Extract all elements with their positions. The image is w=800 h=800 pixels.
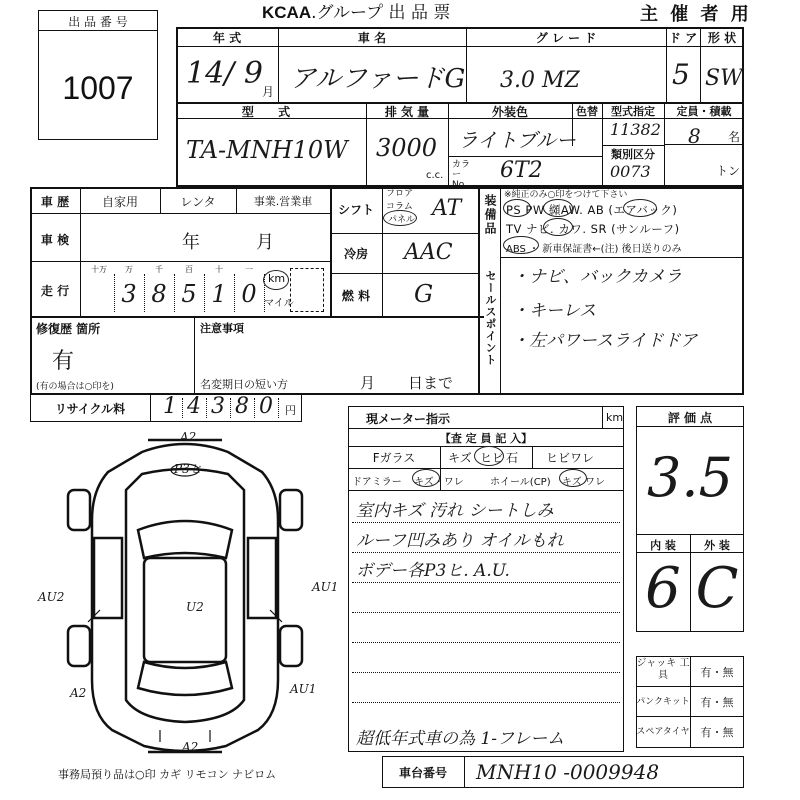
class-label: 類別区分 (611, 148, 655, 161)
displacement-label: 排 気 量 (384, 105, 430, 119)
lot-number-label: 出 品 番 号 (68, 15, 128, 29)
shift-label: シフト (337, 203, 374, 217)
equipment-row-1: PS PW 纐AW. AB (エアバック) (506, 203, 678, 217)
ac-value: AAC (404, 240, 453, 265)
color-code-value: 6T2 (500, 158, 543, 183)
color-change-label: 色替 (576, 105, 598, 118)
inspection-remark: ボデー各P3ヒ. A.U. (356, 561, 510, 581)
recycle-digit: 8 (235, 394, 249, 419)
mileage-digit: 3 (121, 280, 137, 308)
glass-label: Fガラス (372, 451, 416, 465)
displacement-value: 3000 (376, 134, 438, 162)
mileage-unit: 十万 (91, 265, 107, 274)
inspection-month-unit: 月 (256, 232, 274, 253)
mileage-digit: 0 (241, 280, 257, 308)
model-value: TA-MNH10W (186, 136, 348, 164)
damage-mark: U2 (186, 600, 204, 614)
form-title (262, 0, 450, 23)
recycle-digit: 4 (187, 394, 201, 419)
sales-point: ・左パワースライドドア (512, 331, 698, 351)
equipment-row-3: ABS ・ 新車保証書←(注) 後日送りのみ (506, 244, 682, 255)
interior-label: 内 装 (650, 539, 676, 552)
use-business: 事業.営業車 (253, 195, 313, 208)
exterior-score: C (695, 556, 739, 621)
jack-value: 有・無 (700, 666, 734, 679)
capacity-label: 定員・積載 (676, 105, 732, 118)
form-title-text: .グループ 出 品 票 (311, 3, 451, 23)
puncture-kit-label: パンクキット (636, 697, 690, 707)
deadline-label: 名変期日の短い方 (200, 378, 288, 391)
inspector-label: 【査 定 員 記 入】 (439, 432, 533, 445)
shift-panel-circle (383, 210, 417, 226)
mileage-digit: 5 (181, 280, 197, 308)
equipment-note: ※純正のみ○印をつけて下さい (504, 190, 628, 200)
jack-label: ジャッキ 工 具 (636, 658, 690, 681)
sales-points-label: セールスポイント (484, 270, 497, 366)
mileage-digit: 8 (151, 280, 167, 308)
deadline-month-unit: 月 (360, 374, 376, 392)
exterior-color-label: 外装色 (491, 105, 528, 119)
repair-value: 有 (52, 349, 75, 374)
mile-label: マイル (264, 298, 294, 309)
use-rental: レンタ (180, 195, 216, 209)
capacity-unit: 名 (728, 130, 741, 144)
wheel-options: キズ ワレ (562, 477, 605, 488)
chassis-value: MNH10 -0009948 (476, 760, 660, 784)
exterior-color-value: ライトブルー (458, 128, 576, 152)
damage-mark: AU1 (312, 580, 339, 594)
org-name: KCAA (262, 3, 312, 22)
damage-mark: P3ヒ (174, 462, 202, 476)
damage-mark: AU1 (290, 682, 317, 696)
keys-note: 事務局預り品は○印 カギ リモコン ナビロム (58, 768, 277, 781)
mirror-options: キズ・ワレ (414, 477, 464, 488)
notes-label: 注意事項 (200, 322, 244, 335)
recycle-digit: 3 (211, 394, 225, 419)
glass-option: ヒビワレ (546, 451, 595, 465)
damage-mark: AU2 (38, 590, 65, 604)
spare-tire-label: スペアタイヤ (636, 727, 690, 737)
repair-label: 修復歴 箇所 (36, 322, 101, 336)
mileage-unit: 千 (155, 265, 163, 274)
sales-point: ・キーレス (512, 301, 597, 321)
shift-column: コラム (386, 202, 413, 212)
month-unit: 月 (262, 85, 275, 99)
damage-mark: A2 (182, 740, 199, 754)
recycle-digit: 1 (163, 394, 177, 419)
car-name-value: アルファードG (290, 64, 466, 94)
body-shape-value: SW (705, 66, 743, 91)
lot-number: 1007 (62, 70, 134, 106)
glass-option: キズ (448, 451, 472, 465)
shift-floor: フロア (386, 189, 414, 199)
model-label: 型 式 (241, 105, 301, 119)
history-label: 車 歴 (40, 195, 70, 209)
recycle-label: リサイクル料 (54, 402, 126, 416)
mileage-label: 走 行 (40, 284, 70, 298)
inspection-remark: ルーフ凹みあり オイルもれ (356, 531, 564, 551)
recycle-digit: 0 (259, 394, 273, 419)
cc-unit: c.c. (426, 170, 444, 181)
car-diagram (30, 430, 340, 760)
ac-label: 冷房 (343, 247, 368, 261)
damage-mark: A2 (180, 430, 197, 444)
score-label: 評 価 点 (667, 411, 713, 425)
km-label: km (268, 272, 286, 285)
mileage-unit: 一 (245, 265, 253, 274)
wheel-label: ホイール(CP) (490, 477, 551, 488)
year-label: 年 式 (212, 31, 242, 45)
fuel-label: 燃 料 (341, 289, 371, 303)
sales-point: ・ナビ、バックカメラ (512, 267, 682, 287)
class-value: 0073 (610, 162, 651, 181)
inspection-year-unit: 年 (182, 232, 200, 253)
color-code-label: カラー No. (452, 160, 471, 190)
shift-value: AT (432, 196, 462, 221)
spare-tire-value: 有・無 (700, 726, 734, 739)
organizer-label: 主 催 者 用 (640, 4, 752, 25)
mileage-unit: 百 (185, 265, 193, 274)
mileage-unit: 万 (125, 265, 133, 274)
fuel-value: G (414, 280, 434, 308)
meter-km-label: km (606, 411, 624, 424)
mileage-digit: 1 (211, 280, 227, 308)
mirror-label: ドアミラー (352, 477, 402, 488)
glass-option: ヒビ (480, 451, 505, 465)
type-spec-value: 11382 (610, 120, 661, 139)
meter-label: 現メーター指示 (366, 412, 451, 426)
score-value: 3.5 (647, 446, 733, 509)
use-private: 自家用 (101, 195, 138, 209)
load-unit: トン (716, 164, 741, 178)
chassis-label: 車台番号 (398, 766, 447, 780)
mileage-unit: 十 (215, 265, 223, 274)
exterior-label: 外 装 (704, 539, 730, 552)
doors-label: ド ア (668, 31, 698, 45)
inspection-remark: 室内キズ 汚れ シートしみ (356, 501, 554, 521)
grade-label: グ レ ー ド (535, 31, 597, 45)
year-value: 14/ 9 (186, 56, 263, 91)
shift-panel: パネル (388, 215, 416, 225)
car-name-label: 車 名 (357, 31, 387, 45)
inspection-remark: 超低年式車の為 1-フレーム (356, 729, 565, 749)
equipment-side-label: 装備品 (483, 194, 497, 236)
type-spec-label: 型式指定 (611, 105, 655, 118)
deadline-day-unit: 日まで (408, 374, 454, 392)
doors-value: 5 (672, 58, 690, 91)
body-shape-label: 形 状 (707, 31, 737, 45)
capacity-value: 8 (688, 124, 701, 148)
damage-mark: A2 (70, 686, 87, 700)
glass-option: 石 (506, 451, 519, 465)
grade-value: 3.0 MZ (500, 68, 580, 93)
equipment-row-2: TV ナビ. カワ. SR (サンルーフ) (506, 222, 680, 236)
interior-score: 6 (645, 556, 681, 621)
mileage-grid (84, 264, 264, 314)
repair-note: (有の場合は○印を) (36, 382, 114, 392)
inspection-label: 車 検 (40, 233, 70, 247)
recycle-unit: 円 (285, 404, 296, 417)
puncture-kit-value: 有・無 (700, 696, 734, 709)
